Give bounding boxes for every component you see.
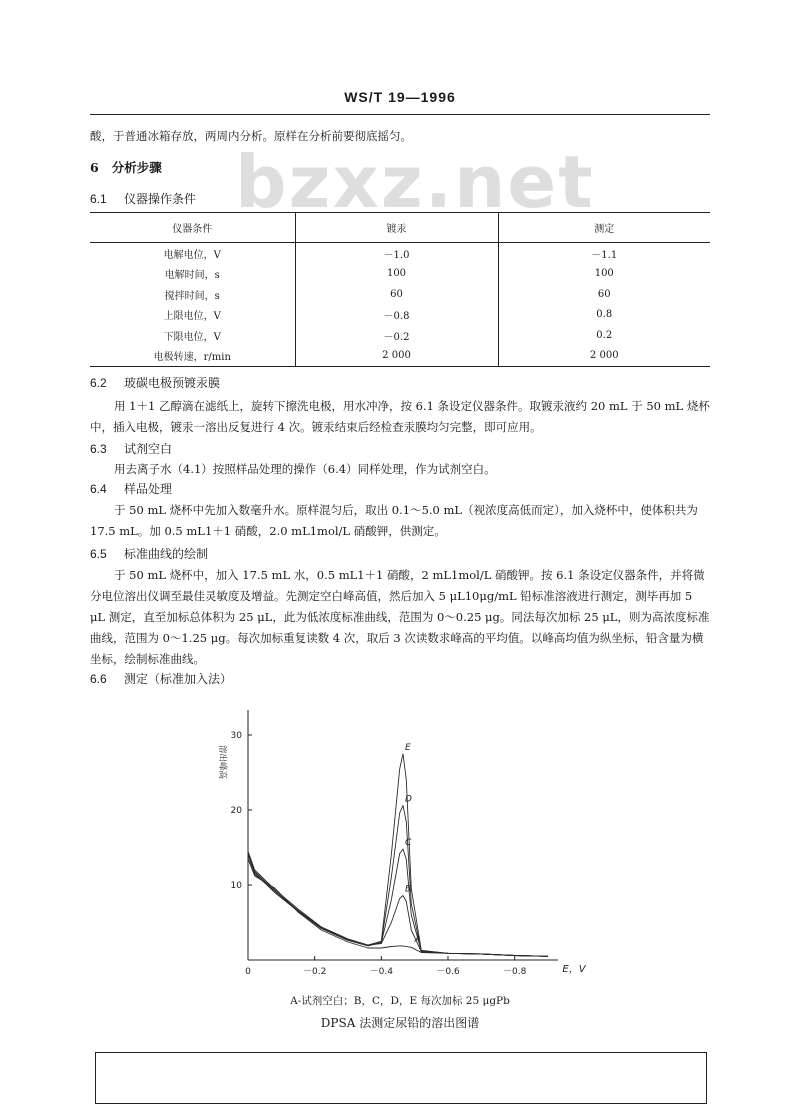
section-6-4-number: 6.4 bbox=[90, 482, 107, 496]
section-6-5-title: 标准曲线的绘制 bbox=[124, 547, 209, 561]
table-row bbox=[90, 346, 710, 367]
stripping-voltammogram-chart bbox=[0, 692, 800, 992]
table-header-cell: 仪器条件 bbox=[90, 213, 295, 243]
y-tick-label: 30 bbox=[230, 731, 242, 741]
table-cell: －0.8 bbox=[295, 305, 498, 326]
watermark: bzxz.net bbox=[235, 140, 595, 224]
standard-code-header: WS/T 19—1996 bbox=[344, 89, 456, 105]
table-cell: 2 000 bbox=[498, 346, 710, 367]
table-row bbox=[90, 284, 710, 305]
section-6-6-number: 6.6 bbox=[90, 672, 107, 686]
x-tick-label: －0.8 bbox=[503, 967, 527, 977]
table-header-cell: 测定 bbox=[498, 213, 710, 243]
instrument-conditions-table bbox=[90, 212, 710, 367]
section-6-2-title: 玻碳电极预镀汞膜 bbox=[124, 376, 221, 390]
section-6-4-heading bbox=[90, 480, 172, 497]
chart-caption: DPSA 法测定尿铅的溶出图谱 bbox=[320, 1016, 480, 1030]
table-cell: 电解电位，V bbox=[163, 249, 221, 261]
table-cell: 100 bbox=[498, 264, 710, 285]
section-6-4-title: 样品处理 bbox=[124, 482, 173, 496]
table-cell: 电解时间，s bbox=[164, 270, 220, 282]
table-row bbox=[90, 264, 710, 285]
table-cell: 60 bbox=[295, 284, 498, 305]
header-rule bbox=[90, 114, 710, 115]
table-cell: －1.0 bbox=[295, 243, 498, 264]
section-6-4-text: 于 50 mL 烧杯中先加入数毫升水。原样混匀后，取出 0.1～5.0 mL（视浓度高低而定），加入烧杯中，使体积共为 17.5 mL。加 0.5 mL1＋1 硝酸，2.0 mL1mol/L 硝酸钾，供测定。 bbox=[90, 503, 698, 538]
x-axis-label: E，V bbox=[562, 964, 586, 975]
table-cell: 下限电位，V bbox=[163, 331, 221, 343]
table-cell: －1.1 bbox=[498, 243, 710, 264]
chart-series-group bbox=[248, 754, 548, 957]
intro-paragraph: 酸，于普通冰箱存放，两周内分析。原样在分析前要彻底摇匀。 bbox=[90, 129, 412, 143]
section-6-3-title: 试剂空白 bbox=[124, 442, 173, 456]
table-cell: 0.8 bbox=[498, 305, 710, 326]
series-label-D: D bbox=[405, 794, 412, 805]
series-label-A: A bbox=[414, 934, 421, 945]
table-header-row bbox=[90, 213, 710, 243]
table-cell: 60 bbox=[498, 284, 710, 305]
table-cell: 上限电位，V bbox=[163, 311, 221, 323]
chart-labels bbox=[217, 731, 587, 977]
table-cell: 0.2 bbox=[498, 325, 710, 346]
section-6-3-text: 用去离子水（4.1）按照样品处理的操作（6.4）同样处理，作为试剂空白。 bbox=[114, 462, 496, 476]
section-6-3-heading bbox=[90, 440, 172, 457]
x-tick-label: 0 bbox=[245, 967, 251, 977]
series-line-B bbox=[248, 855, 548, 956]
section-6-5-heading bbox=[90, 545, 208, 562]
section-6-2-number: 6.2 bbox=[90, 376, 107, 390]
series-label-C: C bbox=[405, 838, 412, 848]
bottom-frame bbox=[95, 1052, 707, 1104]
x-tick-label: －0.2 bbox=[303, 967, 327, 977]
section-6-5-text: 于 50 mL 烧杯中，加入 17.5 mL 水，0.5 mL1＋1 硝酸，2 mL1mol/L 硝酸钾。按 6.1 条设定仪器条件，并将微分电位溶出仪调至最佳灵敏度及增益。先测定空白峰高值，然后加入 5 μL10μg/mL 铅标准溶液进行测定，测毕再加 5 μL 测定，直至加标总体积为 25 μL，此为低浓度标准曲线，范围为 0～0.25 μg。同法每次加标 25 μL，则为高浓度标准曲线，范围为 0～1.25 μg。每次加标重复读数 4 次，取后 3 次读数求峰高的平均值。以峰高均值为纵坐标，铅含量为横坐标，绘制标准曲线。 bbox=[90, 568, 710, 666]
table-cell: 100 bbox=[295, 264, 498, 285]
section-6-6-title: 测定（标准加入法） bbox=[124, 672, 233, 686]
section-6-number: 6 bbox=[90, 160, 99, 175]
section-6-5-number: 6.5 bbox=[90, 547, 107, 561]
table-cell: 搅拌时间，s bbox=[164, 290, 220, 302]
series-label-E: E bbox=[405, 742, 411, 753]
section-6-heading bbox=[90, 158, 162, 176]
section-6-1-title: 仪器操作条件 bbox=[124, 192, 197, 206]
table-row bbox=[90, 243, 710, 264]
section-6-2-heading bbox=[90, 374, 220, 391]
table-header-cell: 镀汞 bbox=[295, 213, 498, 243]
chart-axes bbox=[248, 710, 558, 960]
x-tick-label: －0.6 bbox=[436, 967, 460, 977]
table-cell: －0.2 bbox=[295, 325, 498, 346]
section-6-title: 分析步骤 bbox=[111, 160, 162, 175]
section-6-1-number: 6.1 bbox=[90, 192, 107, 206]
y-tick-label: 20 bbox=[230, 806, 242, 816]
series-label-B: B bbox=[405, 884, 412, 895]
table-cell: 2 000 bbox=[295, 346, 498, 367]
table-cell: 电极转速，r/min bbox=[90, 346, 295, 367]
chart-legend-note: A-试剂空白；B，C，D，E 每次加标 25 μgPb bbox=[290, 995, 510, 1007]
table-row bbox=[90, 325, 710, 346]
section-6-2-text: 用 1＋1 乙醇滴在滤纸上，旋转下擦洗电极，用水冲净，按 6.1 条设定仪器条件。取镀汞液约 20 mL 于 50 mL 烧杯中，插入电极，镀汞一溶出反复进行 4 次。镀汞结束后经检查汞膜均匀完整，即可应用。 bbox=[90, 399, 710, 434]
series-line-D bbox=[248, 806, 548, 957]
section-6-1-heading bbox=[90, 190, 196, 207]
y-axis-label: 溶出峰高 bbox=[217, 744, 227, 780]
series-line-E bbox=[248, 754, 548, 957]
x-tick-label: －0.4 bbox=[369, 967, 393, 977]
y-tick-label: 10 bbox=[230, 881, 242, 891]
section-6-6-heading bbox=[90, 670, 232, 687]
table-row bbox=[90, 305, 710, 326]
section-6-3-number: 6.3 bbox=[90, 442, 107, 456]
